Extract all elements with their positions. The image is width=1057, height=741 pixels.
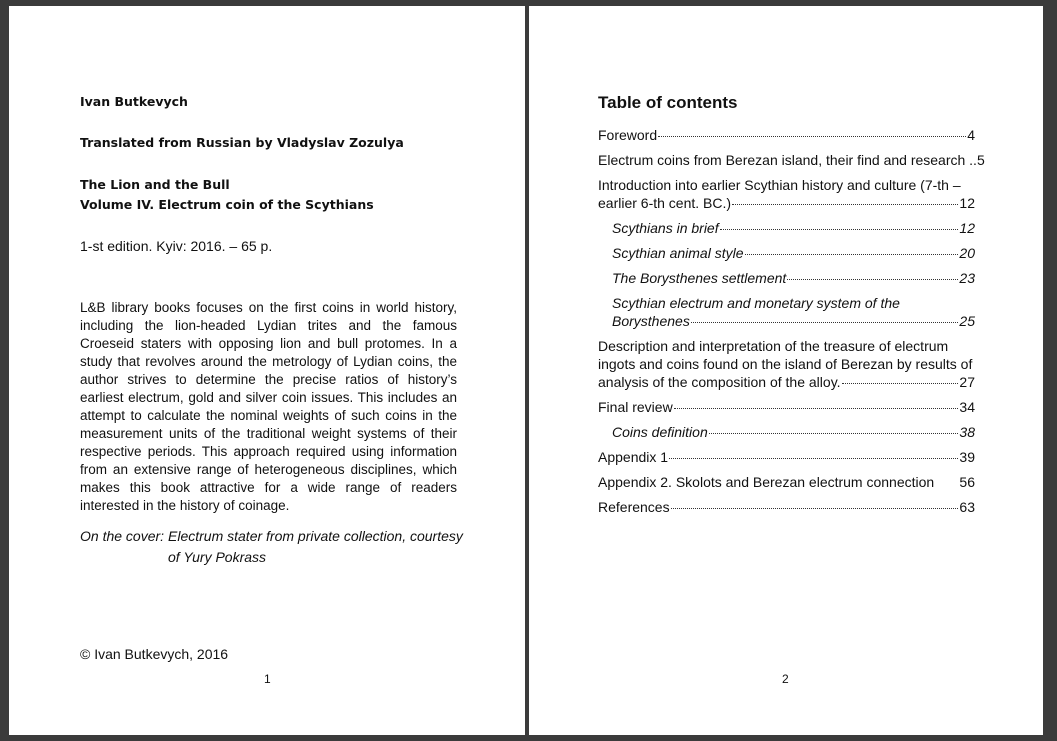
toc-dot-leader (745, 254, 959, 255)
toc-dot-leader (842, 383, 959, 384)
toc-entry-title: Final review (598, 399, 673, 415)
toc-entry-title: Scythian electrum and monetary system of the (612, 295, 900, 311)
toc-dot-leader (709, 433, 959, 434)
toc-page-number: 39 (959, 449, 975, 465)
toc-entry-title: Electrum coins from Berezan island, their find and research .. (598, 152, 977, 168)
toc-page-number: 5 (976, 152, 985, 168)
toc-entry (598, 423, 975, 441)
book-volume: Volume IV. Electrum coin of the Scythians (80, 197, 374, 212)
toc-entry-title: Introduction into earlier Scythian history and culture (7-th – (598, 177, 961, 193)
toc-dot-leader (691, 322, 959, 323)
toc-page-number: 56 (959, 474, 975, 490)
toc-entry-title: Foreword (598, 127, 658, 143)
toc-entry (598, 269, 975, 287)
cover-label: On the cover: (80, 528, 165, 544)
toc-entry-title: Scythians in brief (612, 220, 719, 236)
toc-page-number: 12 (959, 195, 975, 211)
toc-entry (598, 151, 985, 169)
toc-page-number: 12 (959, 220, 975, 236)
toc-entry (598, 473, 975, 491)
toc-page-number: 38 (959, 424, 975, 440)
right-page (529, 6, 1043, 735)
toc-dot-leader (674, 408, 959, 409)
toc-page-number: 34 (959, 399, 975, 415)
abstract-paragraph: L&B library books focuses on the first coins in world history, including the lion-headed Lydian trites and the famous Croeseid staters with opposing lion and bull protomes. In a study that revolves around the metrology of Lydian coins, the author strives to determine the precise ratios of history’s earliest electrum, gold and silver coin issues. This includes an attempt to calculate the nominal weights of such coins in the measurement units of the traditional weight systems of their respective periods. This approach required using information from an extensive range of heterogeneous disciplines, which makes this book attractive for a wide range of readers interested in the history of coinage. (80, 300, 457, 513)
page-number: 2 (782, 672, 789, 686)
toc-entry-title: analysis of the composition of the alloy. (598, 374, 841, 390)
table-of-contents (598, 126, 985, 516)
toc-dot-leader (787, 279, 958, 280)
toc-page-number: 23 (959, 270, 975, 286)
toc-entry (598, 398, 975, 416)
toc-entry (598, 176, 975, 212)
toc-entry-title: Appendix 1 (598, 449, 669, 465)
toc-dot-leader (669, 458, 958, 459)
toc-entry (598, 294, 975, 330)
left-page (9, 6, 525, 735)
toc-dot-leader (732, 204, 958, 205)
toc-entry (598, 219, 975, 237)
author-name: Ivan Butkevych (80, 94, 188, 109)
toc-entry (598, 448, 975, 466)
toc-entry-title: The Borysthenes settlement (612, 270, 787, 286)
toc-entry (598, 126, 975, 144)
toc-page-number: 20 (959, 245, 975, 261)
page-number: 1 (264, 672, 271, 686)
toc-entry (598, 244, 975, 262)
toc-entry-title: Scythian animal style (612, 245, 744, 261)
toc-entry-title: Description and interpretation of the treasure of electrum (598, 338, 949, 354)
toc-entry-title: Coins definition (612, 424, 708, 440)
cover-text-line-2: of Yury Pokrass (168, 549, 267, 565)
toc-entry (598, 498, 975, 516)
toc-entry-title: References (598, 499, 670, 515)
toc-page-number: 27 (959, 374, 975, 390)
edition-info: 1-st edition. Kyiv: 2016. – 65 p. (80, 238, 273, 254)
translator-credit: Translated from Russian by Vladyslav Zozulya (80, 135, 404, 150)
toc-dot-leader (658, 136, 966, 137)
toc-entry-title: Borysthenes (612, 313, 690, 329)
toc-entry-title: ingots and coins found on the island of Berezan by results of (598, 356, 973, 372)
toc-dot-leader (671, 508, 959, 509)
toc-entry-title: Appendix 2. Skolots and Berezan electrum connection (598, 474, 935, 490)
toc-page-number: 25 (959, 313, 975, 329)
toc-page-number: 4 (967, 127, 975, 143)
cover-note (80, 526, 480, 568)
toc-entry-title: earlier 6-th cent. BC.) (598, 195, 732, 211)
book-title: The Lion and the Bull (80, 177, 230, 192)
toc-entry (598, 337, 975, 391)
copyright-notice: © Ivan Butkevych, 2016 (80, 646, 229, 662)
toc-title: Table of contents (598, 93, 738, 112)
toc-dot-leader (720, 229, 959, 230)
toc-page-number: 63 (959, 499, 975, 515)
cover-text-line-1: Electrum stater from private collection, courtesy (168, 528, 463, 544)
